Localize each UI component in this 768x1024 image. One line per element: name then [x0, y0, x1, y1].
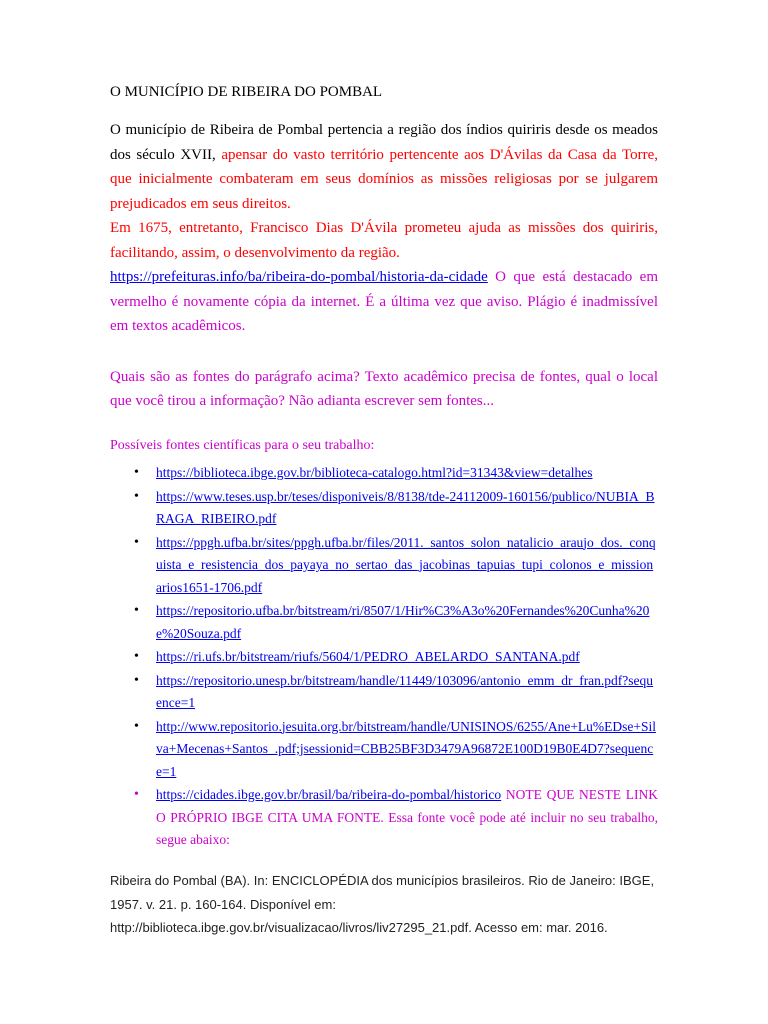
list-item	[110, 486, 658, 531]
bullet-icon: •	[134, 718, 139, 734]
bullet-icon: •	[134, 603, 139, 618]
paragraph-warning	[110, 265, 658, 339]
bullet-icon: •	[134, 465, 139, 480]
reference-citation: Ribeira do Pombal (BA). In: ENCICLOPÉDIA dos municípios brasileiros. Rio de Janeiro: IBGE, 1957. v. 21. p. 160-164. Disponível em: http://biblioteca.ibge.gov.br/visualizacao/livros/liv27295_21.pdf. Acesso em: mar. 2016.	[110, 873, 655, 935]
list-item	[110, 670, 658, 715]
copied-text-highlight: apensar do vasto território pertencente aos D'Ávilas da Casa da Torre, que inicialmente combateram em seus domínios as missões religiosas por se julgarem prejudicados em seus direitos.	[110, 146, 658, 212]
sources-heading: Possíveis fontes científicas para o seu trabalho:	[110, 437, 375, 453]
source-link-3[interactable]: https://ppgh.ufba.br/sites/ppgh.ufba.br/files/2011._santos_solon_natalicio_araujo_dos._conquista_e_resistencia_dos_payaya_no_sertao_das_jacobinas_tapuias_tupi_colonos_e_missionarios1651-1706.pdf	[156, 534, 656, 595]
list-item	[110, 532, 658, 600]
bullet-icon: •	[134, 649, 139, 664]
plagiarism-warning: O que está destacado em vermelho é novamente cópia da internet. É a última vez que aviso. Plágio é inadmissível em textos acadêmicos.	[110, 269, 658, 334]
bullet-icon: •	[134, 672, 139, 688]
bullet-icon: •	[134, 534, 139, 550]
list-item	[110, 600, 658, 645]
document-page	[110, 80, 658, 853]
bullet-icon: •	[134, 787, 139, 802]
source-link[interactable]: https://prefeituras.info/ba/ribeira-do-pombal/historia-da-cidade	[110, 269, 488, 285]
bullet-icon: •	[134, 488, 139, 504]
sources-question: Quais são as fontes do parágrafo acima? Texto acadêmico precisa de fontes, qual o local que você tirou a informação? Não adianta escrever sem fontes...	[110, 368, 658, 409]
document-title: O MUNICÍPIO DE RIBEIRA DO POMBAL	[110, 84, 383, 100]
list-item	[110, 716, 658, 784]
paragraph-history	[110, 118, 658, 216]
source-link-1[interactable]: https://biblioteca.ibge.gov.br/biblioteca-catalogo.html?id=31343&view=detalhes	[156, 465, 593, 480]
list-item	[110, 784, 658, 852]
source-link-2[interactable]: https://www.teses.usp.br/teses/disponiveis/8/8138/tde-24112009-160156/publico/NUBIA_BRAGA_RIBEIRO.pdf	[156, 488, 655, 526]
paragraph-history-text: O município de Ribeira de Pombal pertencia a região dos índios quiriris desde os meados dos século XVII,	[110, 122, 658, 163]
source-link-7[interactable]: http://www.repositorio.jesuita.org.br/bitstream/handle/UNISINOS/6255/Ane+Lu%EDse+Silva+Mecenas+Santos_.pdf;jsessionid=CBB25BF3D3479A96872E100D19B0E4D7?sequence=1	[156, 718, 657, 779]
source-link-5[interactable]: https://ri.ufs.br/bitstream/riufs/5604/1/PEDRO_ABELARDO_SANTANA.pdf	[156, 649, 580, 664]
paragraph-1675: Em 1675, entretanto, Francisco Dias D'Ávila prometeu ajuda as missões dos quiriris, facilitando, assim, o desenvolvimento da região.	[110, 220, 658, 261]
source-link-4[interactable]: https://repositorio.ufba.br/bitstream/ri/8507/1/Hir%C3%A3o%20Fernandes%20Cunha%20e%20Souza.pdf	[156, 603, 650, 641]
ibge-cidades-link[interactable]: https://cidades.ibge.gov.br/brasil/ba/ribeira-do-pombal/historico	[156, 787, 502, 802]
list-item	[110, 462, 658, 485]
source-link-6[interactable]: https://repositorio.unesp.br/bitstream/handle/11449/103096/antonio_emm_dr_fran.pdf?sequence=1	[156, 672, 654, 710]
sources-list	[110, 462, 658, 852]
ibge-note: NOTE QUE NESTE LINK O PRÓPRIO IBGE CITA UMA FONTE. Essa fonte você pode até incluir no seu trabalho, segue abaixo:	[156, 787, 658, 847]
list-item	[110, 646, 658, 669]
